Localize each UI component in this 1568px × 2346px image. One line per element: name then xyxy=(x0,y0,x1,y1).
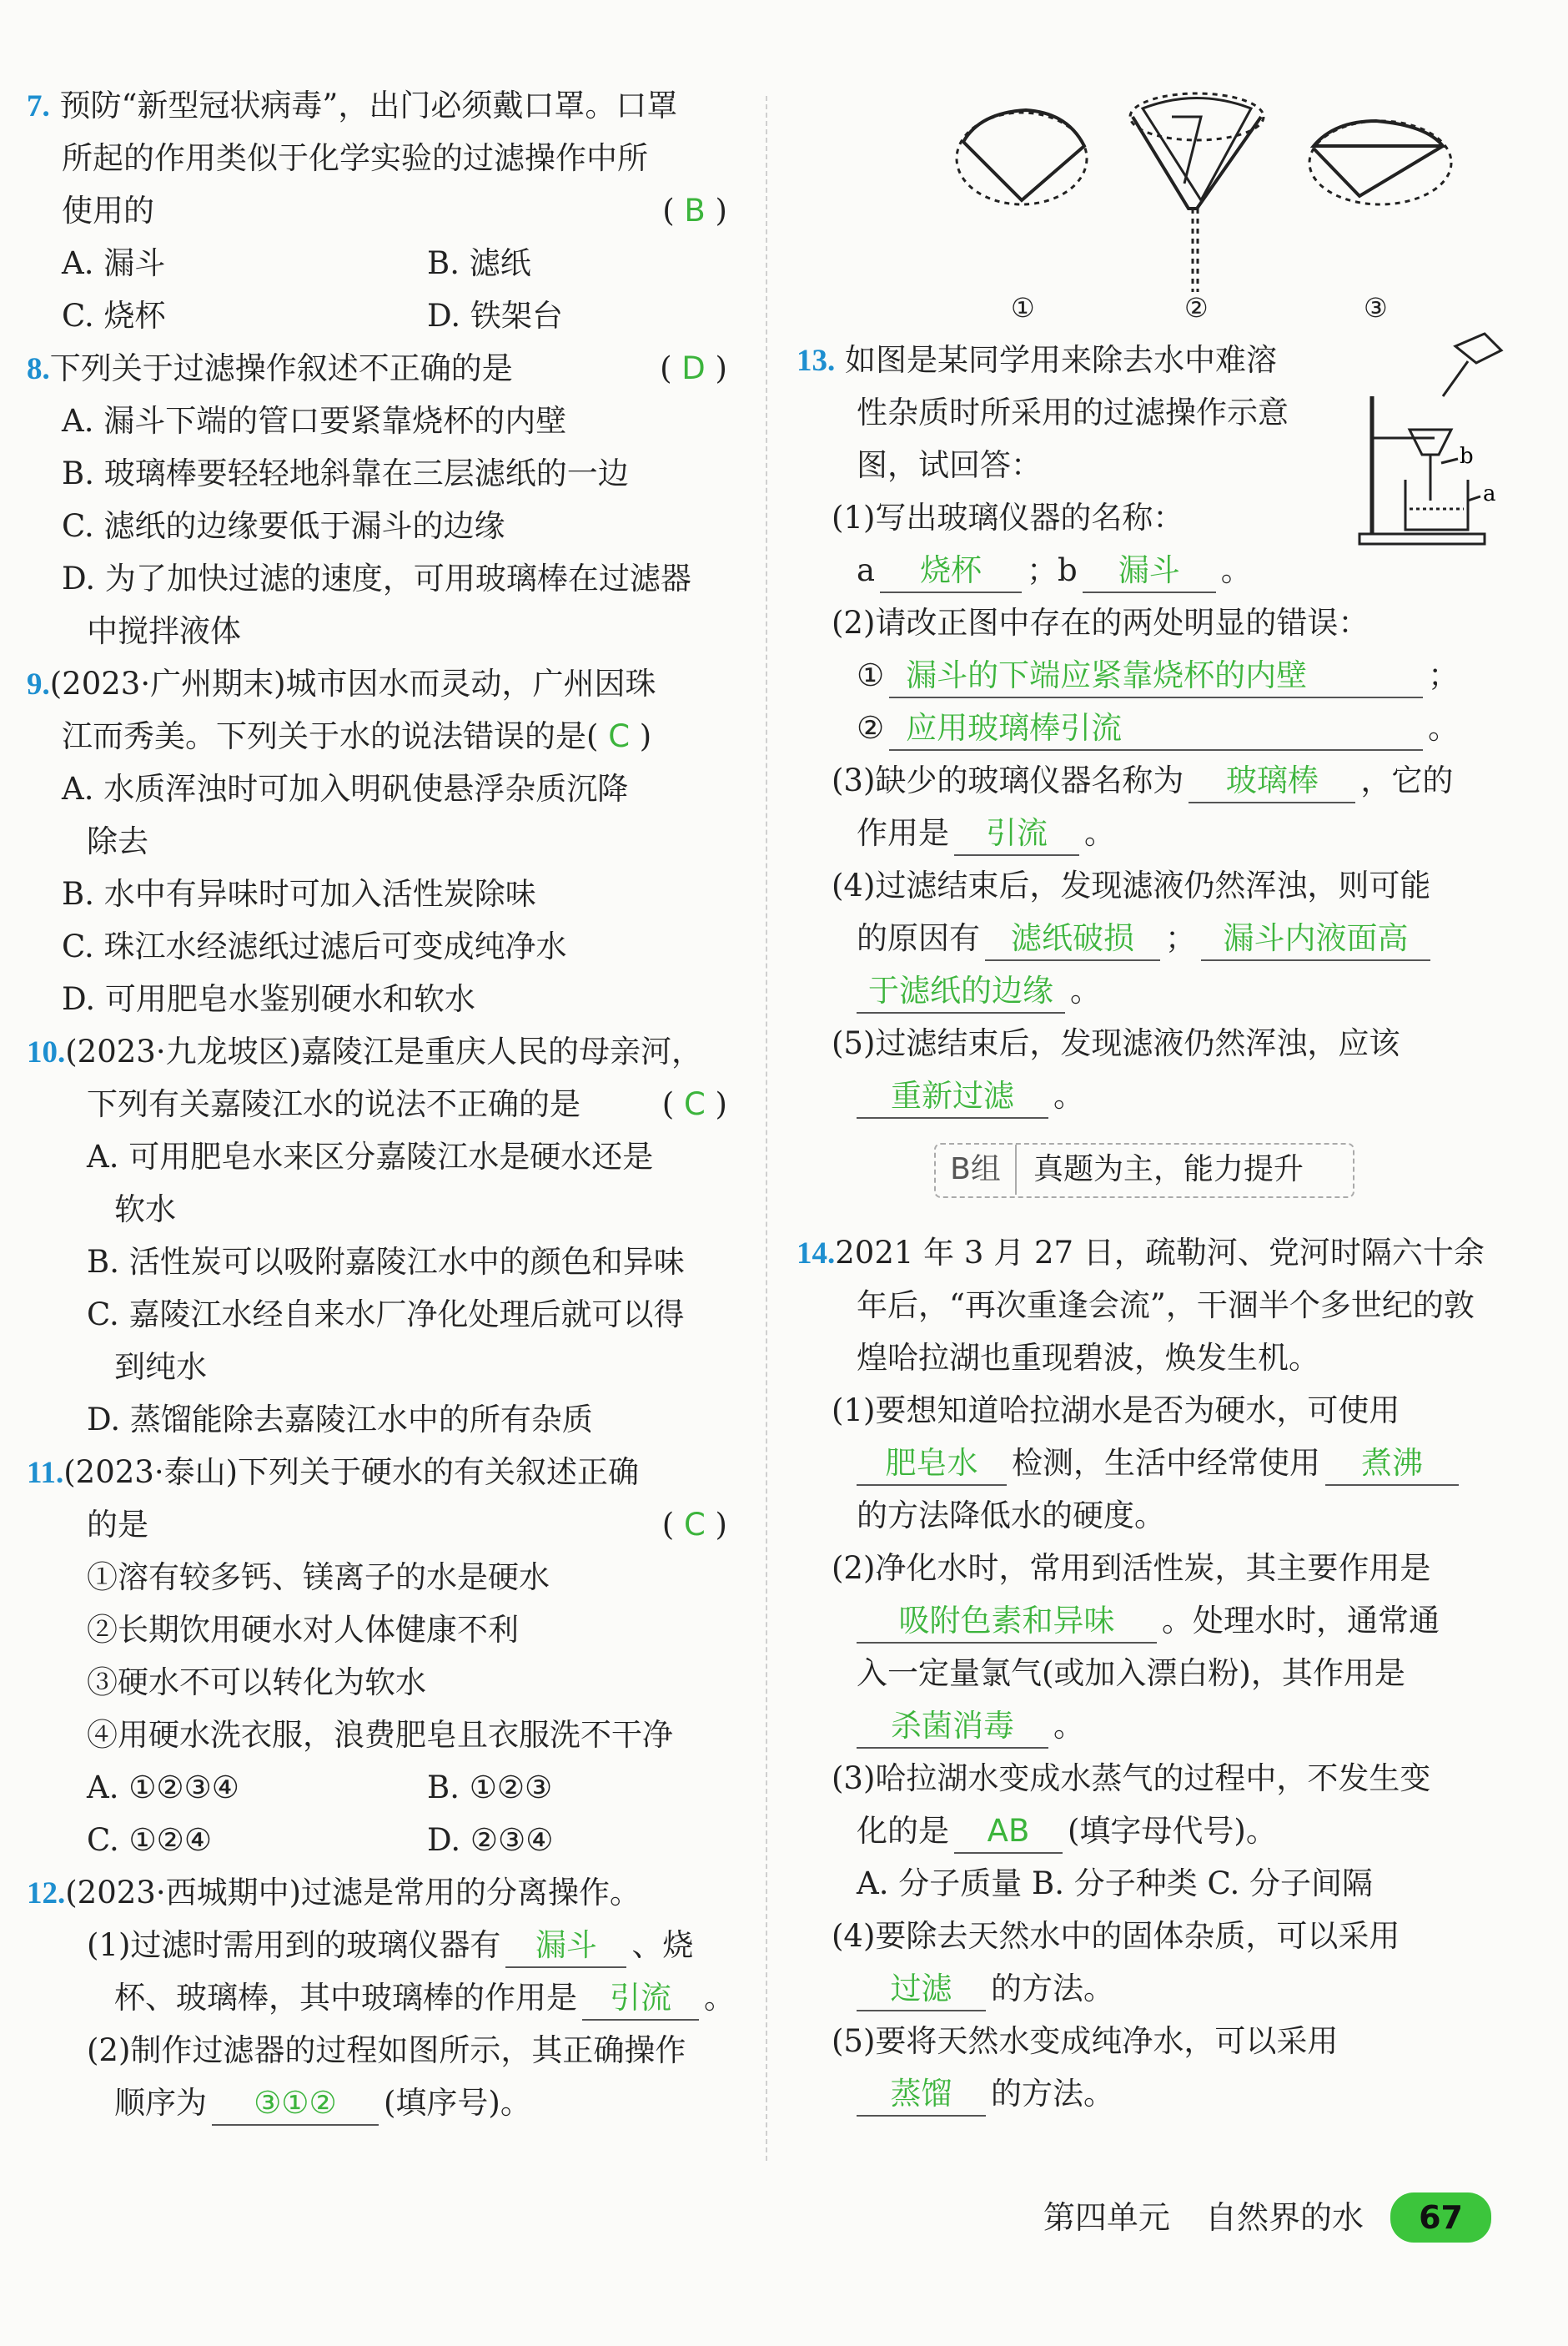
q14-s5-end: 的方法。 xyxy=(991,2076,1114,2112)
q14-line2: 年后，“再次重逢会流”，干涸半个多世纪的敦 xyxy=(857,1287,1475,1323)
q14-s4-answer: 过滤 xyxy=(857,1968,986,2011)
q11-line1 xyxy=(27,1446,736,1498)
q13-s4-cont xyxy=(797,912,1514,964)
q13-s3-text-c: 作用是 xyxy=(857,815,949,851)
q13-s5: (5)过滤结束后，发现滤液仍然浑浊，应该 xyxy=(832,1025,1400,1061)
q9-text-2: 江而秀美。下列关于水的说法错误的是 xyxy=(62,718,586,754)
b-group-banner xyxy=(934,1143,1354,1198)
q13-e2-label: ② xyxy=(857,710,885,746)
q13-s5-cont xyxy=(797,1070,1514,1122)
q14-s5-cont xyxy=(797,2067,1514,2120)
q14-s1: (1)要想知道哈拉湖水是否为硬水，可使用 xyxy=(832,1392,1400,1428)
q13-e1-answer: 漏斗的下端应紧靠烧杯的内壁 xyxy=(889,655,1423,698)
filter-folding-diagram xyxy=(942,83,1476,292)
q8-text: 下列关于过滤操作叙述不正确的是 xyxy=(49,350,513,386)
q13-s4-cont-2 xyxy=(797,964,1514,1017)
q7-text-3: 使用的 xyxy=(62,193,154,229)
q13-e1-end: ； xyxy=(1428,657,1460,693)
fig-label-2: ② xyxy=(1184,292,1209,324)
q13-s1-end: 。 xyxy=(1220,552,1252,588)
fig-label-3: ③ xyxy=(1364,292,1388,324)
q12-p1-text: (1)过滤时需用到的玻璃仪器有 xyxy=(87,1927,501,1963)
q14-s2: (2)净化水时，常用到活性炭，其主要作用是 xyxy=(832,1550,1431,1586)
q8-option-d-cont: 中搅拌液体 xyxy=(87,613,241,649)
q13-s3-text: (3)缺少的玻璃仪器名称为 xyxy=(832,763,1184,798)
q13-s4: (4)过滤结束后，发现滤液仍然浑浊，则可能 xyxy=(832,868,1431,904)
right-column xyxy=(797,334,1514,1122)
q9-line1 xyxy=(27,657,736,710)
q13-s5-end: 。 xyxy=(1053,1078,1084,1114)
q14-text: 2021 年 3 月 27 日，疏勒河、党河时隔六十余 xyxy=(835,1235,1485,1271)
q13-s1-answers xyxy=(797,544,1514,597)
q8-line1 xyxy=(27,342,736,395)
q13-s3-answer: 玻璃棒 xyxy=(1189,760,1355,803)
q12-p1-end: 。 xyxy=(704,1980,735,2016)
q8-option-c: C. 滤纸的边缘要低于漏斗的边缘 xyxy=(62,508,505,544)
q10-option-c: C. 嘉陵江水经自来水厂净化处理后就可以得 xyxy=(87,1296,685,1332)
q8-answer: D xyxy=(681,350,706,386)
q10-answer-paren: ( C ) xyxy=(661,1086,727,1122)
q10-line1 xyxy=(27,1025,736,1078)
q11-item-2: ②长期饮用硬水对人体健康不利 xyxy=(87,1612,519,1648)
q13-e1-label: ① xyxy=(857,657,885,693)
q14-number: 14. xyxy=(797,1236,836,1271)
b-group-title: 真题为主，能力提升 xyxy=(1033,1152,1304,1186)
q13-line2: 性杂质时所采用的过滤操作示意 xyxy=(857,395,1289,430)
q10-option-a: A. 可用肥皂水来区分嘉陵江水是硬水还是 xyxy=(87,1139,654,1175)
q10-number: 10. xyxy=(27,1035,66,1070)
q9-option-a-cont: 除去 xyxy=(87,823,148,859)
q13-s4-answer-2-cont: 于滤纸的边缘 xyxy=(857,970,1065,1014)
q11-item-4: ④用硬水洗衣服，浪费肥皂且衣服洗不干净 xyxy=(87,1717,673,1753)
q12-p2-answer: ③①② xyxy=(212,2082,379,2126)
q13-s3 xyxy=(797,754,1514,807)
q9-text: (2023·广州期末)城市因水而灵动，广州因珠 xyxy=(49,666,656,702)
q8-number: 8. xyxy=(27,352,50,386)
q14-s3: (3)哈拉湖水变成水蒸气的过程中，不发生变 xyxy=(832,1760,1431,1796)
q7-options-row1 xyxy=(27,237,736,289)
q12-number: 12. xyxy=(27,1876,66,1911)
q13-s3-end: 。 xyxy=(1084,815,1115,851)
apparatus-label-a: a xyxy=(1483,481,1496,506)
q8-answer-paren: ( D ) xyxy=(660,350,727,386)
q14-s1-answer-2: 煮沸 xyxy=(1325,1442,1459,1486)
q12-part2-cont xyxy=(27,2077,736,2129)
q7-answer-paren: ( B ) xyxy=(662,193,727,229)
b-group-tag: B组 xyxy=(936,1145,1017,1195)
q14-s1-answer: 肥皂水 xyxy=(857,1442,1007,1486)
q13-s3-answer-2: 引流 xyxy=(954,813,1079,856)
left-column xyxy=(27,79,736,2129)
q13-s3-text-b: ，它的 xyxy=(1360,763,1454,798)
q14-line3: 煌哈拉湖也重现碧波，焕发生机。 xyxy=(857,1340,1319,1376)
q8-option-b: B. 玻璃棒要轻轻地斜靠在三层滤纸的一边 xyxy=(62,456,629,491)
fig-label-1: ① xyxy=(1011,292,1035,324)
q11-option-a: A. ①②③④ xyxy=(87,1770,239,1805)
page-footer xyxy=(1043,2192,1491,2243)
q14-s5-answer: 蒸馏 xyxy=(857,2073,986,2117)
q12-p1-answer: 漏斗 xyxy=(505,1925,626,1968)
q12-p2-text: 顺序为 xyxy=(114,2085,207,2121)
q10-option-d: D. 蒸馏能除去嘉陵江水中的所有杂质 xyxy=(87,1402,593,1437)
q14-s2-cont xyxy=(797,1594,1514,1647)
q13-s4-answer-2: 漏斗内液面高 xyxy=(1201,918,1430,961)
q14-s3-cont xyxy=(797,1805,1514,1857)
q14-s2-cont-3 xyxy=(797,1699,1514,1752)
q11-answer-paren: ( C ) xyxy=(661,1507,727,1543)
q13-line3: 图，试回答： xyxy=(857,447,1042,483)
q13-s4-sep: ； xyxy=(1165,920,1196,956)
q10-text-2: 下列有关嘉陵江水的说法不正确的是 xyxy=(87,1086,580,1122)
q13-s2: (2)请改正图中存在的两处明显的错误： xyxy=(832,605,1369,641)
q11-line2 xyxy=(27,1498,736,1551)
q14-s5: (5)要将天然水变成纯净水，可以采用 xyxy=(832,2023,1339,2059)
q12-p1-text-c: 杯、玻璃棒，其中玻璃棒的作用是 xyxy=(114,1980,577,2016)
q13-s3-cont xyxy=(797,807,1514,859)
q11-options-row1 xyxy=(27,1761,736,1814)
q10-answer: C xyxy=(683,1086,706,1122)
q11-option-b: B. ①②③ xyxy=(427,1770,553,1805)
q7-number: 7. xyxy=(27,89,50,123)
q11-option-c: C. ①②④ xyxy=(87,1822,213,1858)
footer-unit: 第四单元 xyxy=(1043,2199,1170,2236)
q13-line1 xyxy=(797,334,1514,386)
q9-answer: C xyxy=(608,718,631,754)
q14-s4-cont xyxy=(797,1962,1514,2015)
q7-text: 预防“新型冠状病毒”，出门必须戴口罩。口罩 xyxy=(59,88,678,123)
q14-s3-answer: AB xyxy=(954,1810,1063,1854)
q9-option-a: A. 水质浑浊时可加入明矾使悬浮杂质沉降 xyxy=(62,771,629,807)
q12-p1-answer-2: 引流 xyxy=(582,1977,699,2021)
q13-e2-end: 。 xyxy=(1428,710,1460,746)
q10-line2 xyxy=(27,1078,736,1130)
q12-part1-cont xyxy=(27,1971,736,2024)
q14-s2-end: 。 xyxy=(1053,1708,1084,1744)
q11-item-1: ①溶有较多钙、镁离子的水是硬水 xyxy=(87,1559,550,1595)
q10-option-a-cont: 软水 xyxy=(114,1191,176,1227)
q13-error-2 xyxy=(797,702,1514,754)
q14-s3-end: (填字母代号)。 xyxy=(1068,1813,1277,1849)
q9-option-c: C. 珠江水经滤纸过滤后可变成纯净水 xyxy=(62,929,567,964)
q14-s4: (4)要除去天然水中的固体杂质，可以采用 xyxy=(832,1918,1400,1954)
q13-b-label: ；b xyxy=(1027,552,1078,588)
q11-option-d: D. ②③④ xyxy=(427,1822,554,1858)
q13-a-label: a xyxy=(857,552,876,588)
q13-a-answer: 烧杯 xyxy=(880,550,1022,593)
footer-title: 自然界的水 xyxy=(1205,2199,1364,2236)
q11-number: 11. xyxy=(27,1456,64,1490)
q12-part2: (2)制作过滤器的过程如图所示，其正确操作 xyxy=(87,2032,686,2068)
q7-options-row2 xyxy=(27,289,736,342)
q13-text: 如图是某同学用来除去水中难溶 xyxy=(845,342,1278,378)
q14-s2-answer: 吸附色素和异味 xyxy=(857,1600,1157,1644)
q10-option-c-cont: 到纯水 xyxy=(114,1349,207,1385)
q11-options-row2 xyxy=(27,1814,736,1866)
q7-option-a: A. 漏斗 xyxy=(62,245,166,281)
q11-item-3: ③硬水不可以转化为软水 xyxy=(87,1664,426,1700)
q13-b-answer: 漏斗 xyxy=(1083,550,1216,593)
q13-number: 13. xyxy=(797,344,836,378)
q12-p2-end: (填序号)。 xyxy=(384,2085,531,2121)
q9-option-d: D. 可用肥皂水鉴别硬水和软水 xyxy=(62,981,475,1017)
q8-option-d: D. 为了加快过滤的速度，可用玻璃棒在过滤器 xyxy=(62,561,691,597)
q14-s2-text-b: 。处理水时，通常通 xyxy=(1162,1603,1440,1639)
q11-answer: C xyxy=(683,1507,706,1543)
q12-text: (2023·西城期中)过滤是常用的分离操作。 xyxy=(65,1875,641,1911)
q14-s2-answer-2: 杀菌消毒 xyxy=(857,1705,1048,1749)
q8-option-a: A. 漏斗下端的管口要紧靠烧杯的内壁 xyxy=(62,403,567,439)
q13-s4-answer-1: 滤纸破损 xyxy=(985,918,1160,961)
q13-s1: (1)写出玻璃仪器的名称： xyxy=(832,500,1184,536)
q12-part1 xyxy=(27,1919,736,1971)
page-number: 67 xyxy=(1390,2192,1491,2243)
q10-option-b: B. 活性炭可以吸附嘉陵江水中的颜色和异味 xyxy=(87,1244,685,1280)
q9-line2: 江而秀美。下列关于水的说法错误的是( C ) xyxy=(62,718,652,754)
q9-number: 9. xyxy=(27,667,50,702)
q14-s3-text: 化的是 xyxy=(857,1813,949,1849)
q11-text-2: 的是 xyxy=(87,1507,148,1543)
apparatus-label-b: b xyxy=(1460,444,1474,469)
q7-line3 xyxy=(27,184,736,237)
filter-folding-figure xyxy=(942,83,1476,334)
q12-p1-text-b: 、烧 xyxy=(631,1927,694,1963)
q14-s1-cont-2: 的方法降低水的硬度。 xyxy=(857,1498,1165,1533)
q7-option-d: D. 铁架台 xyxy=(427,298,563,334)
q13-error-1 xyxy=(797,649,1514,702)
q7-line2 xyxy=(27,132,736,184)
q14-s2-cont-2: 入一定量氯气(或加入漂白粉)，其作用是 xyxy=(857,1655,1405,1691)
q12-line1 xyxy=(27,1866,736,1919)
q14-s4-end: 的方法。 xyxy=(991,1971,1114,2006)
q13-s4-text: 的原因有 xyxy=(857,920,980,956)
q7-text-2: 所起的作用类似于化学实验的过滤操作中所 xyxy=(62,140,648,176)
q13-s5-answer: 重新过滤 xyxy=(857,1075,1048,1119)
q13-s4-end: 。 xyxy=(1070,973,1101,1009)
q7-option-c: C. 烧杯 xyxy=(62,298,166,334)
q7-line1 xyxy=(27,79,736,132)
q10-text: (2023·九龙坡区)嘉陵江是重庆人民的母亲河， xyxy=(65,1034,703,1070)
q14-s3-options: A. 分子质量 B. 分子种类 C. 分子间隔 xyxy=(857,1865,1373,1901)
q9-option-b: B. 水中有异味时可加入活性炭除味 xyxy=(62,876,536,912)
column-divider xyxy=(766,96,767,2161)
q13-e2-answer: 应用玻璃棒引流 xyxy=(889,707,1423,751)
q14-line1 xyxy=(797,1226,1514,1279)
q7-option-b: B. 滤纸 xyxy=(427,245,531,281)
q7-answer: B xyxy=(684,193,706,229)
q14-block xyxy=(797,1226,1514,2120)
q14-s1-text-b: 检测，生活中经常使用 xyxy=(1012,1445,1320,1481)
q14-s1-cont xyxy=(797,1437,1514,1489)
q11-text: (2023·泰山)下列关于硬水的有关叙述正确 xyxy=(63,1454,640,1490)
